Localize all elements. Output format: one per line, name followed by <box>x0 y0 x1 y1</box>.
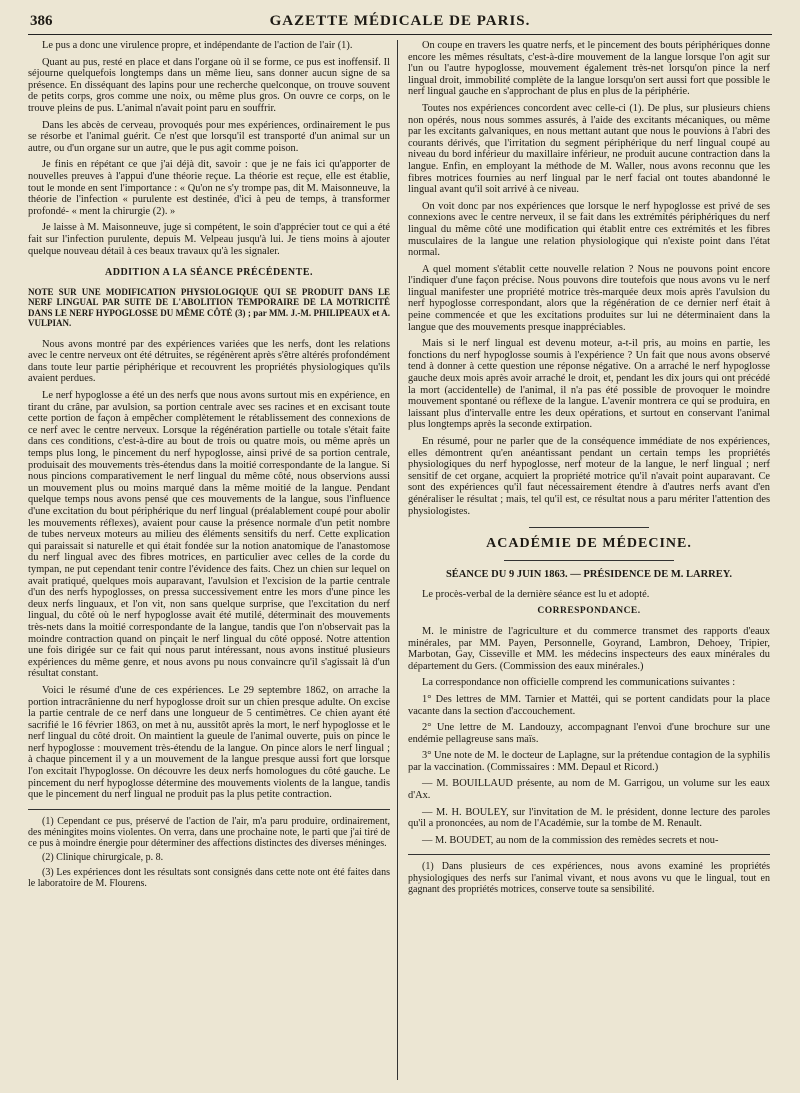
paragraph: On voit donc par nos expériences que lorsque le nerf hypoglosse est privé de ses connexions avec le centre nerveux, il se fait dans les extrémités périphériques du nerf lingual du même côté une modification qui établit entre ces extrémités et les fibres musculaires de la langue une relation physiologique qui n'existe point dans l'état normal. <box>408 200 770 259</box>
section-rule <box>529 527 649 528</box>
column-divider <box>397 40 398 1080</box>
section-heading-addition: ADDITION A LA SÉANCE PRÉCÉDENTE. <box>105 267 313 279</box>
paragraph: Nous avons montré par des expériences variées que les nerfs, dont les relations avec le centre nerveux ont été détruites, se régénèrent après s'être altérés profondément dans toute leur partie périphérique et recouvrent les propriétés physiologiques qu'ils avaient perdues. <box>28 338 390 385</box>
paragraph: 2° Une lettre de M. Landouzy, accompagnant l'envoi d'une brochure sur une endémie pellagreuse sans maïs. <box>408 722 770 745</box>
right-column <box>408 40 770 1080</box>
academie-heading: ACADÉMIE DE MÉDECINE. <box>486 536 692 552</box>
page-header <box>28 10 772 35</box>
paragraph: Le pus a donc une virulence propre, et indépendante de l'action de l'air (1). <box>42 40 353 51</box>
paragraph: En résumé, pour ne parler que de la conséquence immédiate de nos expériences, elles démontrent qu'en anéantissant pendant un certain temps les propriétés physiologiques du nerf hypoglosse, nerf moteur de la langue, le nerf lingual ; nerf sensitif de cet organe, acquiert la propriété motrice qu'il n'avait point auparavant. Ce sont des expériences qu'il faut nécessairement étendre à d'autres nerfs avant d'en généraliser le résultat ; mais, tel qu'il est, ce résultat nous a paru mériter l'attention des physiologistes. <box>408 436 770 517</box>
session-heading: SÉANCE DU 9 JUIN 1863. — PRÉSIDENCE DE M. LARREY. <box>445 569 733 581</box>
paragraph: A quel moment s'établit cette nouvelle relation ? Nous ne pouvons point encore l'indiquer d'une façon précise. Nous pouvons dire toutefois que nous avons vu le nerf lingual manifester une propriété motrice très-marquée deux mois après l'avulsion du nerf hypoglosse correspondant, alors que la régénération de ce dernier nerf était à peine commencée et que les excitations produites sur lui ne déterminaient dans la langue que des mouvements presque inappréciables. <box>408 263 770 333</box>
page-number: 386 <box>30 13 53 29</box>
paragraph: Quant au pus, resté en place et dans l'organe où il se forme, ce pus est inoffensif. Il séjourne quelquefois longtemps dans un même lieu, sans donner aucun signe de sa présence. En disséquant des lapins pour une recherche quelconque, on trouve souvent de petits corps, gros comme une noix, ou même plus gros. On ouvre ce corps, on le trouve pleins de pus. L'animal n'avait point paru en souffrir. <box>28 56 390 114</box>
paragraph: Le nerf hypoglosse a été un des nerfs que nous avons surtout mis en expérience, en tirant du crâne, par avulsion, sa portion centrale avec ses racines et en excisant toute cette portion de façon à empêcher complètement le rétablissement des connexions de ce nerf avec le centre nerveux. Lorsque la régénération partielle ou totale s'était faite dans ces conditions, c'est-à-dire au bout de trois ou quatre mois, ou même après un temps plus long, le pincement du nerf hypoglosse, ainsi privé de sa portion centrale, produisait des mouvements très-étendus dans la moitié correspondante de la langue. Si nous pincions comparativement le nerf lingual du même côté, nous observions aussi un mouvement plus ou moins marqué dans la même moitié de la langue. Pendant quelque temps nous avons pensé que ces mouvements de la langue, sous l'influence d'une excitation du bout périphérique du nerf lingual (préalablement coupé pour abolir les mouvements réflexes), avaient pour cause la présence normale d'un petit nombre de tubes nerveux moteurs au milieu des éléments sensitifs du nerf. Cette explication qui paraissait si naturelle et qui était fondée sur la notion anatomique de l'anastomose du nerf lingual avec des fibres motrices, en particulier avec celles de la corde du tympan, ne put cependant tenir contre l'évidence des faits. Chez un chien sur lequel on avait pratiqué, quelques mois auparavant, l'avulsion et l'excision de la partie centrale d'un des nerfs hypoglosses, on pressa successivement entre les mors d'une pince les deux nerfs linguaux, et l'on vit, non sans quelque surprise, que l'excitation du nerf lingual, du côté où le nerf hypoglosse avait été mutilé, déterminait des mouvements très-nets dans la moitié correspondante de la langue, tandis que l'on n'observait pas la moindre contraction quand on pinçait le nerf lingual du côté opposé. Notre attention une fois dirigée sur ce fait qui nous parut intéressant, nous avons institué plusieurs expériences du même genre, et nous avons pu nous convaincre qu'il s'agissait là d'un résultat constant. <box>28 390 390 680</box>
paragraph: — M. BOUDET, au nom de la commission des remèdes secrets et nou- <box>422 834 719 846</box>
left-column <box>28 40 390 1080</box>
paragraph: Voici le résumé d'une de ces expériences. Le 29 septembre 1862, on arrache la portion intracrânienne du nerf hypoglosse droit sur un chien presque adulte. On excise la partie centrale de ce nerf dans une longueur de 5 centimètres. Ce chien ayant été sacrifié le 16 février 1863, on met à nu, aussitôt après la mort, le nerf hypoglosse et le nerf lingual du côté droit. On maintient la gueule de l'animal ouverte, puis on pince le nerf hypoglosse : mouvement très-étendu de la langue. On pince alors le nerf lingual ; à chaque pincement il y a un mouvement de la langue presque aussi fort que lorsque l'on excitait l'hypoglosse. On découvre les deux nerfs homologues du côté gauche. Le pincement du nerf hypoglosse détermine des mouvements violents de la langue, tandis que le pincement du nerf lingual ne produit pas la plus petite contraction. <box>28 684 390 801</box>
paragraph: 1° Des lettres de MM. Tarnier et Mattéi, qui se portent candidats pour la place vacante dans la section d'accouchement. <box>408 693 770 717</box>
paragraph: La correspondance non officielle comprend les communications suivantes : <box>422 677 736 689</box>
paragraph: Le procès-verbal de la dernière séance est lu et adopté. <box>422 588 650 600</box>
footnote: (2) Clinique chirurgicale, p. 8. <box>42 852 164 864</box>
paragraph: Je laisse à M. Maisonneuve, juge si compétent, le soin d'apprécier tout ce qui a été fait sur l'infection purulente, depuis M. Velpeau jusqu'à lui. Je tiens moins à ajouter quelque nouveau détail à ces beaux travaux qu'à les signaler. <box>28 222 390 257</box>
paragraph: Je finis en répétant ce que j'ai déjà dit, savoir : que je ne fais ici qu'apporter de nouvelles preuves à l'appui d'une théorie reçue. La théorie est reçue, elle est établie, tout le monde en sent l'importance : « Qu'on ne s'y trompe pas, dit M. Maisonneuve, la théorie de l'infection « purulente est destinée, d'ici à peu de temps, à transformer profondé- « ment la chirurgie (2). » <box>28 159 390 217</box>
footnote: (1) Dans plusieurs de ces expériences, nous avons examiné les propriétés physiologiques des nerfs sur l'animal vivant, et nous avons vu que le lingual, tout en gagnant des propriétés motrices, conserve toute sa sensibilité. <box>408 861 770 895</box>
paragraph: M. le ministre de l'agriculture et du commerce transmet des rapports d'eaux minérales, par MM. Payen, Personnelle, Goyrand, Lambron, Dehoey, Tripier, Marbotan, Gay, Cisseville et MM. les médecins inspecteurs des eaux minérales du département du Gers. (Commission des eaux minérales.) <box>408 625 770 672</box>
footnote-divider <box>408 854 770 855</box>
paragraph: — M. H. BOULEY, sur l'invitation de M. le président, donne lecture des paroles qu'il a prononcées, au nom de l'Académie, sur la tombe de M. Renault. <box>408 806 770 830</box>
paragraph: Dans les abcès de cerveau, provoqués pour mes expériences, ordinairement le pus se résorbe et l'animal guérit. Ce n'est que lorsqu'il est transporté d'un animal sur un autre, ou d'un organe sur un autre, que le pus agit comme poison. <box>28 119 390 154</box>
paragraph: On coupe en travers les quatre nerfs, et le pincement des bouts périphériques donne encore les mêmes résultats, c'est-à-dire mouvement de la langue lorsque l'on agit sur l'un ou l'autre hypoglosse, mouvement également très-net lorsqu'on pince la nerf lingual droit, immobilité complète de la langue lorsqu'on sert aussi fort que possible le nerf lingual gauche en s'approchant de plus en plus de la périphérie. <box>408 40 770 98</box>
paragraph: 3° Une note de M. le docteur de Laplagne, sur la prétendue contagion de la syphilis par la vaccination. (Commissaires : MM. Depaul et Ricord.) <box>408 750 770 773</box>
note-title: NOTE SUR UNE MODIFICATION PHYSIOLOGIQUE QUI SE PRODUIT DANS LE NERF LINGUAL PAR SUITE DE L'ABOLITION TEMPORAIRE DE LA MOTRICITÉ DANS LE NERF HYPOGLOSSE DU MÊME CÔTÉ (3) ; par MM. J.-M. PHILIPEAUX et A. VULPIAN. <box>28 286 390 329</box>
paragraph: Mais si le nerf lingual est devenu moteur, a-t-il pris, au moins en partie, les fonctions du nerf hypoglosse soumis à l'expérience ? Un fait que nous avons observé tend à donner à cette question une réponse négative. On a arraché le nerf hypoglosse gauche deux mois après avoir arraché le droit, et, pendant les dix jours qui ont précédé la mort (accidentelle) de l'animal, il n'a pas été possible de provoquer le moindre mouvement spontané ou réflexe de la langue. L'avenir montrera ce qui se produira, en laissant plus d'intervalle entre les deux opérations, et surtout en conservant l'animal plus longtemps après la seconde extirpation. <box>408 338 770 431</box>
footnote: (1) Cependant ce pus, préservé de l'action de l'air, m'a paru produire, ordinairement, des méningites moins violentes. On verra, dans une prochaine note, le parti que j'ai tiré de ce pus à moindre énergie pour déterminer des affections distinctes des diverses méninges. <box>28 815 390 850</box>
journal-title: GAZETTE MÉDICALE DE PARIS. <box>269 13 531 29</box>
correspondance-heading: CORRESPONDANCE. <box>537 606 641 617</box>
paragraph: — M. BOUILLAUD présente, au nom de M. Garrigou, un volume sur les eaux d'Ax. <box>408 778 770 802</box>
footnote-divider <box>28 809 390 810</box>
paragraph: Toutes nos expériences concordent avec celle-ci (1). De plus, sur plusieurs chiens non opérés, nous nous sommes assurés, à l'aide des excitants mécaniques, ou même par les excitants galvaniques, en nous mettant autant que nous le pouvions à l'abri des courants dérivés, que l'irritation du segment périphérique du nerf lingual coupé au niveau du bord inférieur du maxillaire inférieur, ne produit aucune contraction dans la langue. Enfin, en employant la méthode de M. Waller, nous avons reconnu que les fibres motrices fournies au nerf lingual par le nerf facial ont toutes abandonné le lingual avant qu'il soit arrivé à ce niveau. <box>408 102 770 196</box>
heading-underline <box>504 560 674 561</box>
footnote: (3) Les expériences dont les résultats sont consignés dans cette note ont été faites dans le laboratoire de M. Flourens. <box>28 866 390 889</box>
